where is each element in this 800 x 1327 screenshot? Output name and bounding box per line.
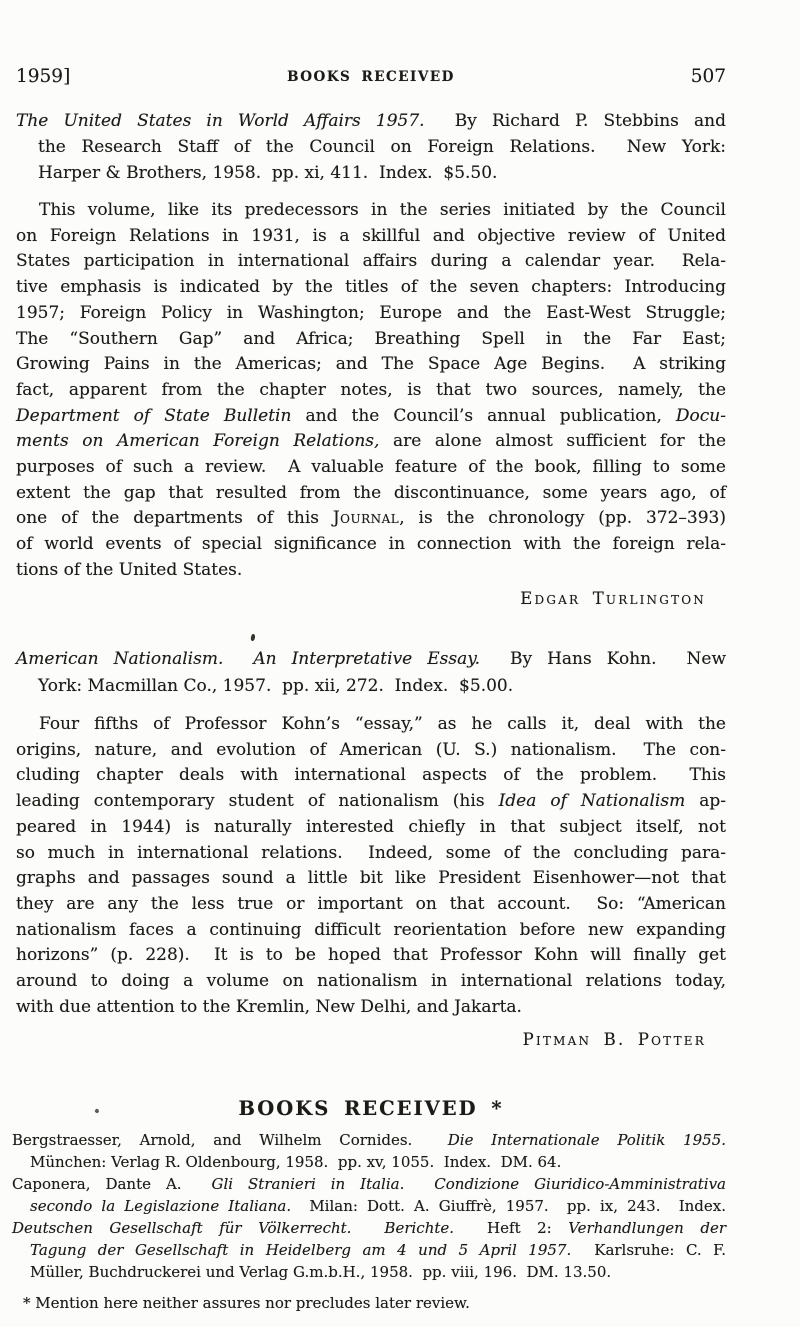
- text-segment: tive emphasis is indicated by the titles of the seven chapters: Introducing: [16, 277, 726, 298]
- text-segment: Karlsruhe: C. F.: [571, 1241, 727, 1259]
- text-segment: purposes of such a review. A valuable feature of the book, filling to some: [16, 457, 726, 478]
- text-line: [16, 378, 726, 404]
- text-segment: By Hans Kohn. New: [479, 649, 726, 669]
- section-heading: BOOKS RECEIVED *: [238, 1097, 504, 1120]
- text-line: [16, 712, 726, 738]
- text-segment: This volume, like its predecessors in the series initiated by the Council: [39, 200, 726, 220]
- text-segment: and the Council’s annual publication,: [291, 405, 676, 426]
- italic-text: Docu-: [675, 405, 727, 426]
- text-segment: The “Southern Gap” and Africa; Breathing Spell in the Far East;: [16, 328, 726, 349]
- text-segment: Heft 2:: [454, 1219, 569, 1237]
- text-segment: , is the chronology (pp. 372–393): [399, 508, 726, 529]
- text-line: [16, 763, 726, 789]
- reviewer-signature-2: Pitman B. Potter: [522, 1030, 706, 1049]
- text-line: [12, 1239, 726, 1261]
- italic-text: American Nationalism. An Interpretative Essay.: [16, 649, 480, 669]
- text-line: [16, 789, 726, 815]
- italic-text: Idea of Nationalism: [498, 791, 686, 812]
- text-segment: cluding chapter deals with international aspects of the problem. This: [16, 765, 726, 786]
- italic-text: Department of State Bulletin: [16, 405, 292, 426]
- text-segment: Growing Pains in the Americas; and The Space Age Begins. A striking: [16, 354, 726, 375]
- text-line: [12, 1261, 726, 1283]
- text-line: [16, 198, 726, 224]
- text-line: [16, 815, 726, 841]
- text-line: [12, 1195, 726, 1217]
- text-segment: fact, apparent from the chapter notes, is that two sources, namely, the: [16, 379, 726, 400]
- italic-text: Gli Stranieri in Italia. Condizione Giuridico-Amministrativa: [211, 1175, 727, 1193]
- text-line: [16, 841, 726, 867]
- italic-text: ments on American Foreign Relations,: [16, 431, 380, 452]
- text-segment: so much in international relations. Indeed, some of the concluding para-: [16, 842, 726, 863]
- text-line: [12, 1173, 726, 1195]
- text-line: [16, 943, 726, 969]
- text-segment: Bergstraesser, Arnold, and Wilhelm Cornides.: [12, 1131, 448, 1149]
- text-line: [16, 866, 726, 892]
- book-citation-2: [16, 646, 726, 700]
- text-segment: York: Macmillan Co., 1957. pp. xii, 272. Index. $5.00.: [38, 676, 514, 696]
- text-line: [16, 532, 726, 558]
- italic-text: Tagung der Gesellschaft in Heidelberg am 4 und 5 April 1957.: [30, 1241, 572, 1259]
- page-number: 507: [690, 66, 726, 87]
- italic-text: Deutschen Gesellschaft für Völkerrecht. Berichte.: [12, 1219, 455, 1237]
- text-line: [16, 301, 726, 327]
- text-line: [12, 1129, 726, 1151]
- text-line: [16, 249, 726, 275]
- text-line: [16, 673, 726, 700]
- scan-speck: [250, 634, 256, 642]
- text-segment: one of the departments of this: [16, 508, 333, 529]
- text-line: [12, 1217, 726, 1239]
- smallcaps-text: Journal: [332, 508, 400, 529]
- text-line: [16, 404, 726, 430]
- text-line: [12, 1151, 726, 1173]
- text-segment: München: Verlag R. Oldenbourg, 1958. pp. xv, 1055. Index. DM. 64.: [30, 1153, 562, 1171]
- review-paragraph-1: [16, 198, 726, 584]
- running-title: BOOKS RECEIVED: [287, 69, 455, 85]
- text-segment: 1957; Foreign Policy in Washington; Europe and the East-West Struggle;: [16, 302, 726, 323]
- text-segment: are alone almost sufficient for the: [379, 431, 726, 452]
- text-line: [16, 224, 726, 250]
- text-segment: By Richard P. Stebbins and: [424, 111, 726, 131]
- text-segment: they are any the less true or important on that account. So: “American: [16, 893, 726, 914]
- text-segment: of world events of special significance in connection with the foreign rela-: [16, 534, 726, 555]
- text-segment: the Research Staff of the Council on Foreign Relations. New York:: [38, 137, 726, 157]
- text-segment: origins, nature, and evolution of American (U. S.) nationalism. The con-: [16, 739, 726, 760]
- text-line: [16, 352, 726, 378]
- text-segment: tions of the United States.: [16, 559, 243, 580]
- text-segment: ap-: [685, 791, 726, 812]
- footnote: * Mention here neither assures nor precludes later review.: [23, 1294, 470, 1312]
- text-line: [16, 160, 726, 186]
- text-line: [16, 892, 726, 918]
- books-received-list: [12, 1129, 726, 1283]
- text-line: [16, 429, 726, 455]
- text-segment: leading contemporary student of nationalism (his: [16, 791, 499, 812]
- italic-text: Die Internationale Politik 1955.: [447, 1131, 727, 1149]
- text-segment: Milan: Dott. A. Giuffrè, 1957. pp. ix, 243. Index.: [291, 1197, 726, 1215]
- text-segment: Harper & Brothers, 1958. pp. xi, 411. Index. $5.50.: [38, 163, 498, 183]
- text-segment: peared in 1944) is naturally interested chiefly in that subject itself, not: [16, 816, 726, 837]
- text-line: [16, 995, 726, 1021]
- text-segment: with due attention to the Kremlin, New Delhi, and Jakarta.: [16, 996, 522, 1017]
- text-line: [16, 481, 726, 507]
- text-segment: on Foreign Relations in 1931, is a skillful and objective review of United: [16, 225, 726, 246]
- text-line: [16, 918, 726, 944]
- reviewer-signature-1: Edgar Turlington: [520, 589, 706, 608]
- text-segment: Müller, Buchdruckerei und Verlag G.m.b.H., 1958. pp. viii, 196. DM. 13.50.: [30, 1263, 612, 1281]
- text-line: [16, 506, 726, 532]
- text-segment: extent the gap that resulted from the discontinuance, some years ago, of: [16, 482, 726, 503]
- text-line: [16, 738, 726, 764]
- italic-text: Verhandlungen der: [568, 1219, 727, 1237]
- volume-year: 1959]: [16, 66, 71, 87]
- text-line: [16, 455, 726, 481]
- text-line: [16, 646, 726, 673]
- text-segment: States participation in international affairs during a calendar year. Rela-: [16, 251, 726, 272]
- text-line: [16, 558, 726, 584]
- text-line: [16, 275, 726, 301]
- text-segment: graphs and passages sound a little bit like President Eisenhower—not that: [16, 868, 726, 889]
- review-paragraph-2: [16, 712, 726, 1020]
- italic-text: The United States in World Affairs 1957.: [16, 111, 425, 131]
- book-citation-1: [16, 108, 726, 186]
- text-segment: nationalism faces a continuing difficult reorientation before new expanding: [16, 919, 726, 940]
- text-line: [16, 134, 726, 160]
- text-segment: Caponera, Dante A.: [12, 1175, 212, 1193]
- text-segment: Four fifths of Professor Kohn’s “essay,” as he calls it, deal with the: [39, 714, 726, 734]
- text-line: [16, 108, 726, 134]
- text-line: [16, 969, 726, 995]
- text-segment: horizons” (p. 228). It is to be hoped that Professor Kohn will finally get: [16, 945, 726, 966]
- text-line: [16, 327, 726, 353]
- italic-text: secondo la Legislazione Italiana.: [30, 1197, 292, 1215]
- running-header: [16, 66, 726, 90]
- text-segment: around to doing a volume on nationalism in international relations today,: [16, 971, 726, 992]
